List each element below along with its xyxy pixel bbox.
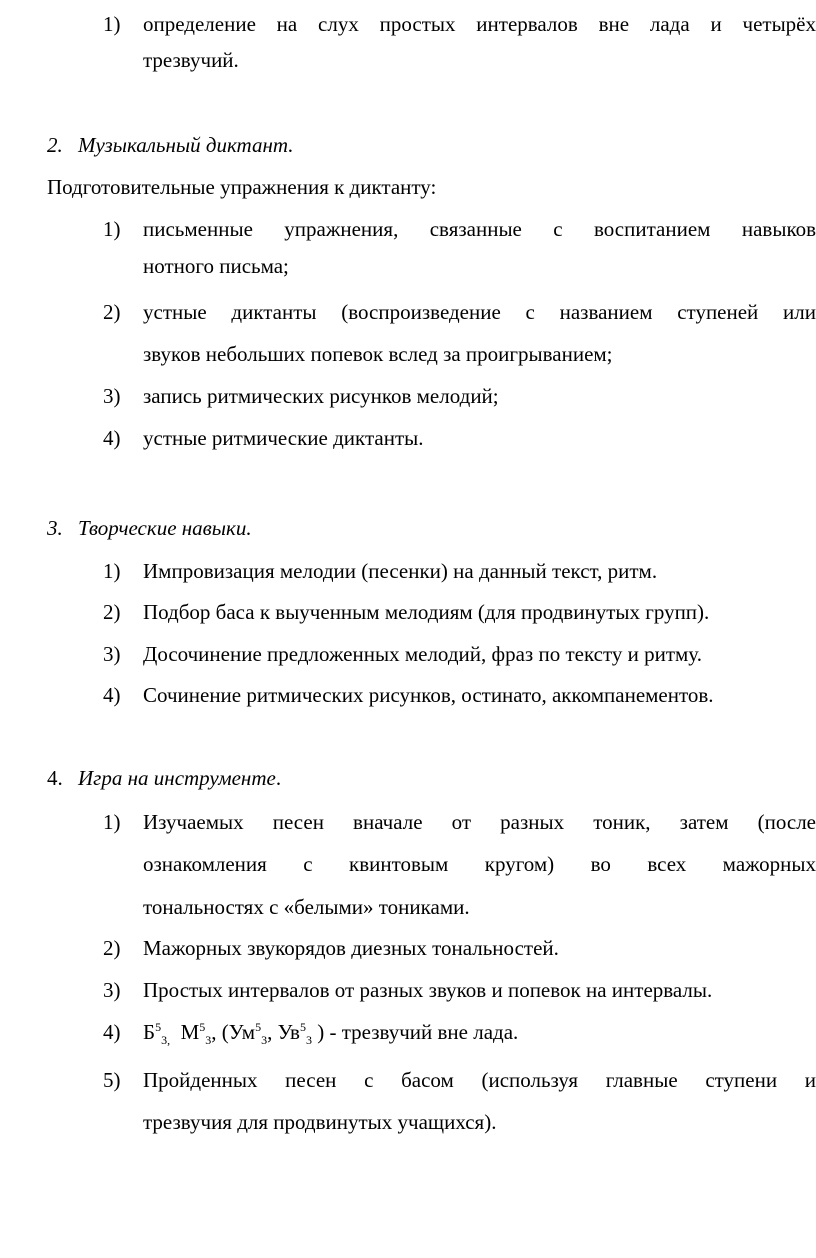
list-number: 4) — [103, 1020, 121, 1044]
list-item-line: тональностях с «белыми» тониками. — [143, 895, 470, 919]
list-item-line: Изучаемых песен вначале от разных тоник, затем (после — [143, 810, 816, 834]
section-title — [78, 764, 281, 792]
list-number: 4) — [103, 426, 121, 450]
chord-line — [143, 1018, 518, 1046]
chord-sub: 3 — [305, 1033, 312, 1048]
list-item-line: трезвучий. — [143, 48, 239, 72]
chord-diminished: Ум — [228, 1020, 256, 1044]
chord-sup: 5 — [299, 1020, 306, 1034]
chord-sup: 5 — [255, 1020, 262, 1034]
chord-major: Б — [143, 1020, 156, 1044]
list-item-line: Импровизация мелодии (песенки) на данный текст, ритм. — [143, 559, 658, 583]
list-item-line: Сочинение ритмических рисунков, остинато, аккомпанементов. — [143, 683, 714, 707]
list-item-line: Подбор баса к выученным мелодиям (для продвинутых групп). — [143, 600, 710, 624]
list-number: 1) — [103, 559, 121, 583]
list-item-line: ознакомления с квинтовым кругом) во всех мажорных — [143, 852, 816, 876]
list-item-line: письменные упражнения, связанные с воспитанием навыков — [143, 217, 816, 241]
list-number: 2) — [103, 600, 121, 624]
list-number: 3) — [103, 978, 121, 1002]
section-number: 3. — [47, 516, 63, 540]
list-number: 3) — [103, 384, 121, 408]
list-number: 1) — [103, 217, 121, 241]
section-title-text: Игра на инструменте — [78, 766, 276, 790]
section-number: 4. — [47, 766, 63, 790]
section-title: Творческие навыки. — [78, 516, 252, 540]
chord-sub: 3, — [161, 1033, 171, 1048]
chord-sub: 3 — [205, 1033, 212, 1048]
list-item-line: запись ритмических рисунков мелодий; — [143, 384, 499, 408]
chord-tail: ) - трезвучий вне лада. — [311, 1020, 519, 1044]
chord-sep: , ( — [211, 1020, 229, 1044]
section-title-period: . — [275, 766, 282, 790]
chord-minor: М — [180, 1020, 200, 1044]
list-item-line: Досочинение предложенных мелодий, фраз по тексту и ритму. — [143, 642, 702, 666]
section-number: 2. — [47, 133, 63, 157]
list-item-line: Мажорных звукорядов диезных тональностей. — [143, 936, 559, 960]
list-item-line: Простых интервалов от разных звуков и попевок на интервалы. — [143, 978, 713, 1002]
list-item-line: устные диктанты (воспроизведение с названием ступеней или — [143, 300, 816, 324]
list-item-line: определение на слух простых интервалов вне лада и четырёх — [143, 12, 816, 36]
list-item-line: трезвучия для продвинутых учащихся). — [143, 1110, 497, 1134]
section-intro: Подготовительные упражнения к диктанту: — [47, 175, 437, 199]
chord-sup: 5 — [155, 1020, 162, 1034]
list-number: 4) — [103, 683, 121, 707]
list-number: 2) — [103, 936, 121, 960]
list-number: 1) — [103, 12, 121, 36]
list-number: 1) — [103, 810, 121, 834]
list-number: 5) — [103, 1068, 121, 1092]
list-item-line: нотного письма; — [143, 254, 289, 278]
list-item-line: звуков небольших попевок вслед за проигрыванием; — [143, 342, 613, 366]
list-number: 3) — [103, 642, 121, 666]
chord-augmented: Ув — [277, 1020, 300, 1044]
chord-sep: , — [267, 1020, 278, 1044]
list-item-line: устные ритмические диктанты. — [143, 426, 424, 450]
list-number: 2) — [103, 300, 121, 324]
chord-sup: 5 — [199, 1020, 206, 1034]
chord-sub: 3 — [261, 1033, 268, 1048]
section-title: Музыкальный диктант. — [78, 133, 294, 157]
list-item-line: Пройденных песен с басом (используя главные ступени и — [143, 1068, 816, 1092]
